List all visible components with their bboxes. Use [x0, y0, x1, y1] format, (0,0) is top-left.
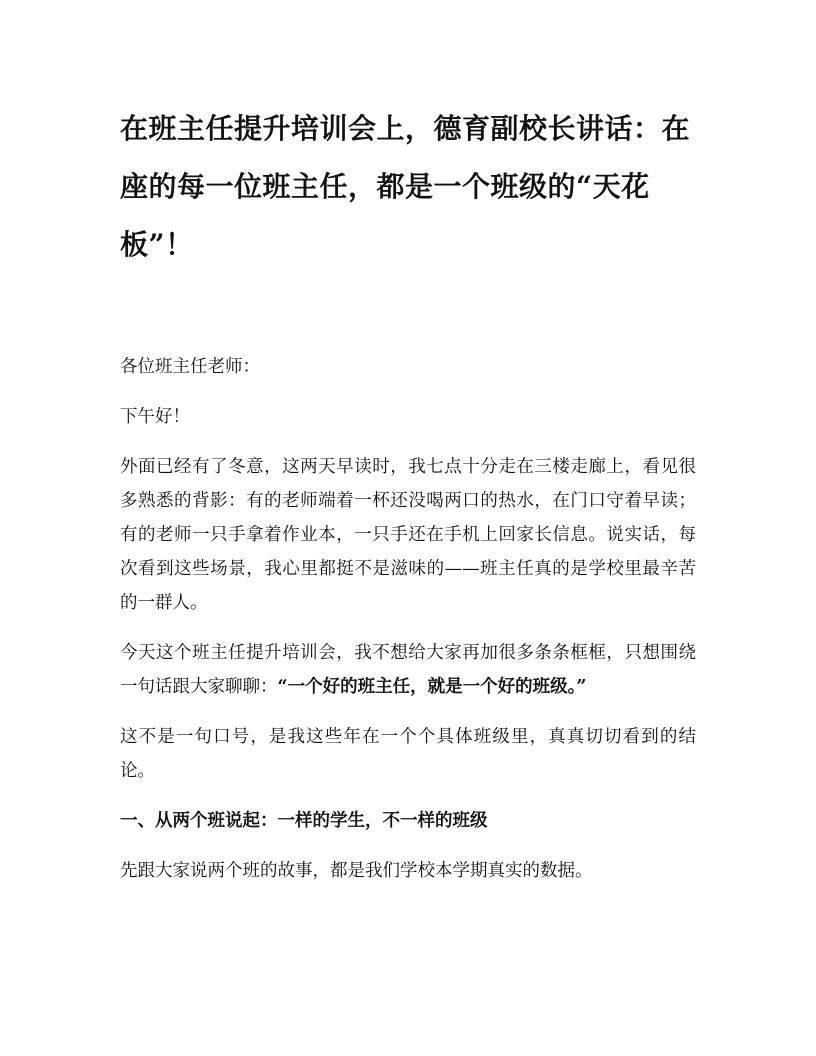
key-quote: “一个好的班主任，就是一个好的班级。” — [277, 677, 587, 697]
paragraph-theme-intro: 今天这个班主任提升培训会，我不想给大家再加很多条条框框，只想围绕一句话跟大家聊聊： — [120, 643, 696, 697]
paragraph-two-classes: 先跟大家说两个班的故事，都是我们学校本学期真实的数据。 — [120, 861, 593, 881]
greeting: 下午好！ — [120, 407, 190, 427]
document-body — [120, 100, 696, 904]
section-heading-1: 一、从两个班说起：一样的学生，不一样的班级 — [120, 811, 488, 831]
salutation: 各位班主任老师： — [120, 357, 260, 377]
document-title: 在班主任提升培训会上，德育副校长讲话：在座的每一位班主任，都是一个班级的“天花板”！ — [120, 112, 691, 261]
paragraph-opening: 外面已经有了冬意，这两天早读时，我七点十分走在三楼走廊上，看见很多熟悉的背影：有的老师端着一杯还没喝两口的热水，在门口守着早读；有的老师一只手拿着作业本，一只手还在手机上回家长信息。说实话，每次看到这些场景，我心里都挺不是滋味的——班主任真的是学校里最辛苦的一群人。 — [120, 457, 696, 613]
paragraph-conclusion: 这不是一句口号，是我这些年在一个个具体班级里，真真切切看到的结论。 — [120, 727, 696, 781]
paragraph-theme — [120, 636, 696, 704]
